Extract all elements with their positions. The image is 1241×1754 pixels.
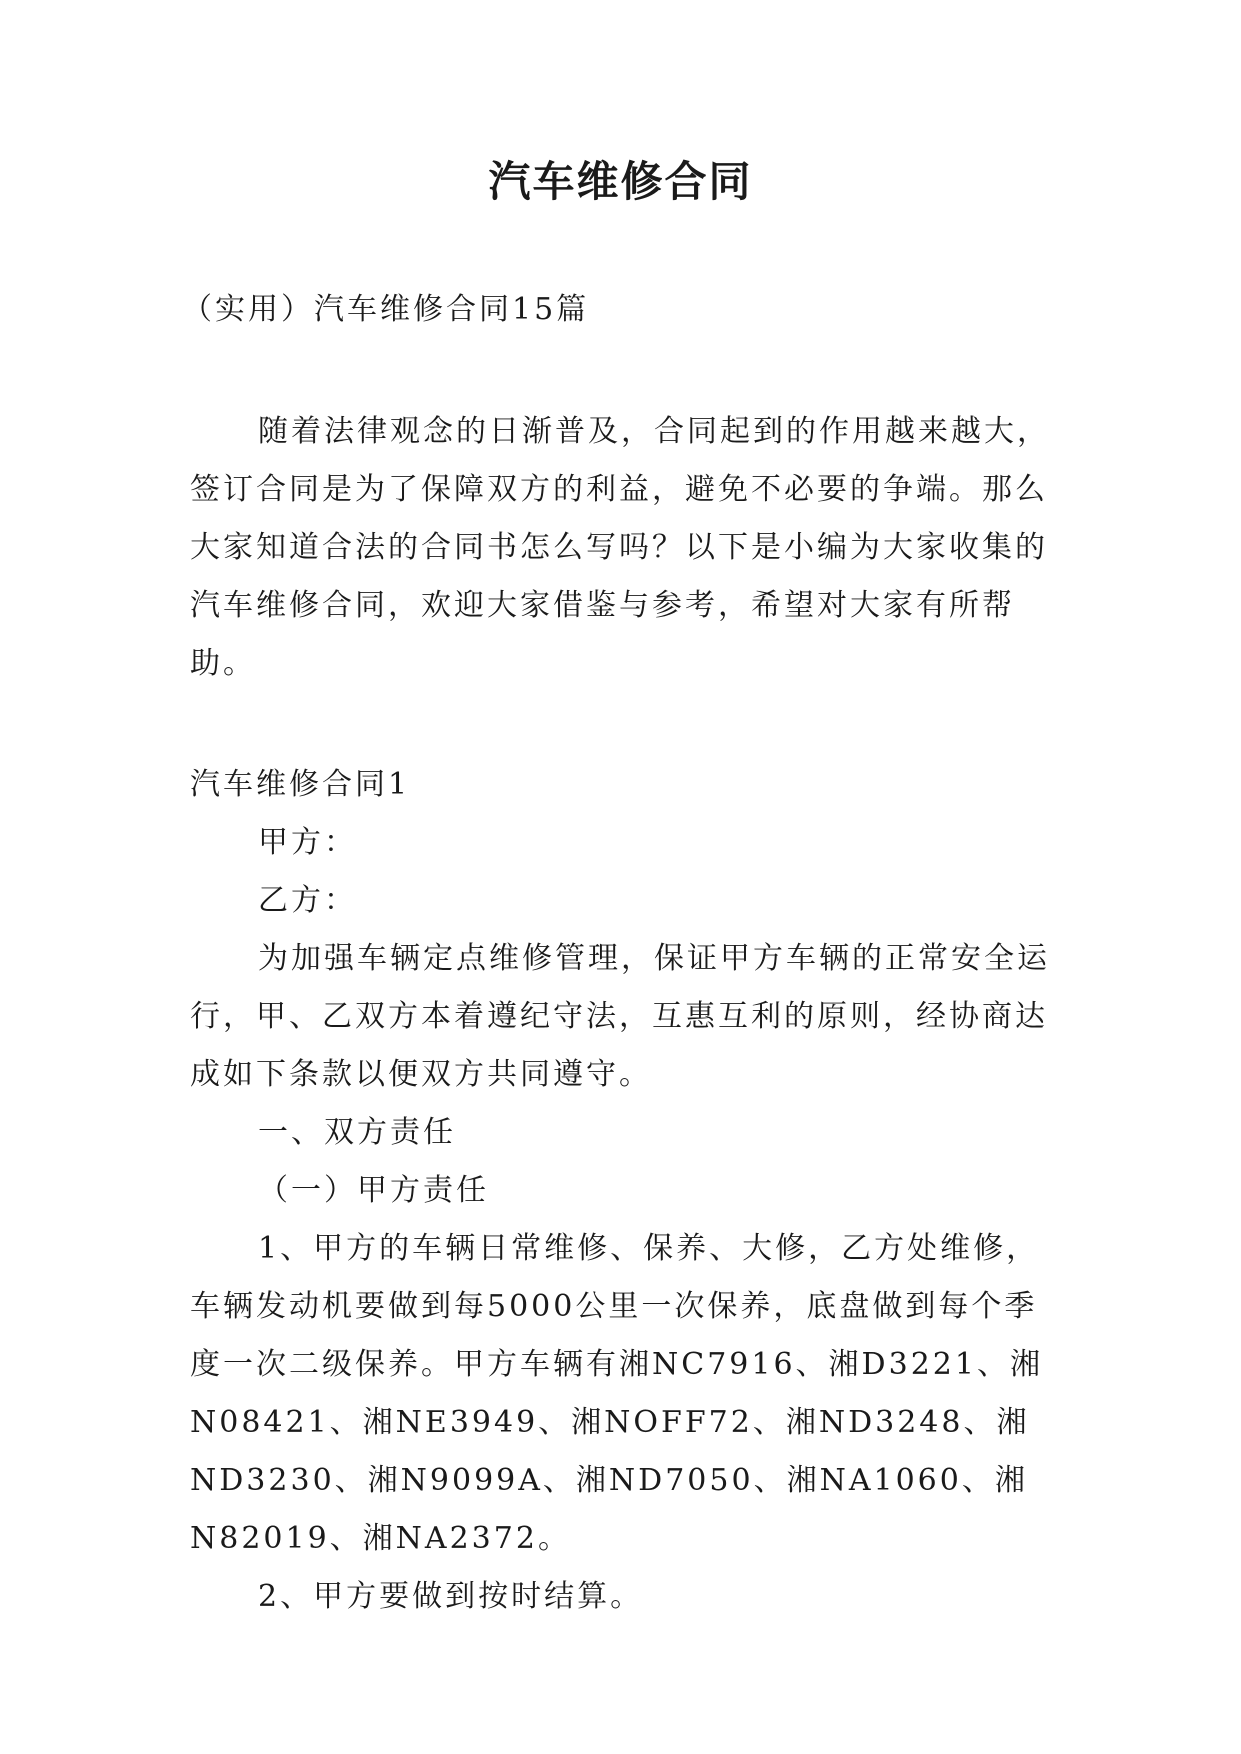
preamble-paragraph: 为加强车辆定点维修管理，保证甲方车辆的正常安全运行，甲、乙双方本着遵纪守法，互惠互利的原则，经协商达成如下条款以便双方共同遵守。 <box>190 941 1050 1092</box>
intro-section <box>190 403 1070 693</box>
party-a-label: 甲方： <box>258 825 357 860</box>
clause-item-1: 1、甲方的车辆日常维修、保养、大修，乙方处维修，车辆发动机要做到每5000公里一次保养，底盘做到每个季度一次二级保养。甲方车辆有湘NC7916、湘D3221、湘N08421、湘NE3949、湘NOFF72、湘ND3248、湘ND3230、湘N9099A、湘ND7050、湘NA1060、湘N82019、湘NA2372。 <box>190 1231 1043 1556</box>
party-b-label: 乙方： <box>258 883 357 918</box>
clause-item-2: 2、甲方要做到按时结算。 <box>258 1579 644 1614</box>
document-subtitle: （实用）汽车维修合同15篇 <box>182 292 590 327</box>
subclause-heading: （一）甲方责任 <box>258 1173 489 1208</box>
document-title: 汽车维修合同 <box>488 157 753 206</box>
intro-paragraph: 随着法律观念的日渐普及，合同起到的作用越来越大，签订合同是为了保障双方的利益，避免不必要的争端。那么大家知道合法的合同书怎么写吗？以下是小编为大家收集的汽车维修合同，欢迎大家借鉴与参考，希望对大家有所帮助。 <box>190 414 1050 681</box>
clause-heading: 一、双方责任 <box>258 1115 456 1150</box>
contract-section <box>190 756 1070 1626</box>
section-heading: 汽车维修合同1 <box>190 767 411 802</box>
